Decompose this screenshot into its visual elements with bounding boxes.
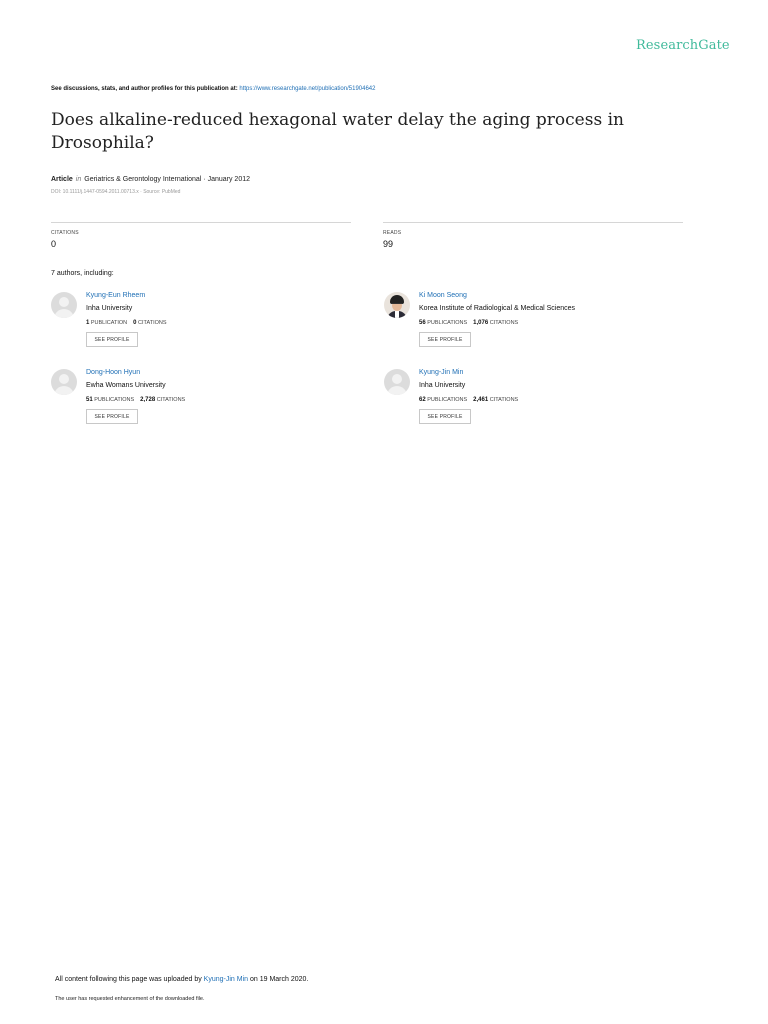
author-counts: 51 PUBLICATIONS 2,728 CITATIONS (86, 397, 186, 403)
discussion-prefix: See discussions, stats, and author profiles for this publication at: (51, 86, 238, 92)
author-institution: Ewha Womans University (86, 382, 166, 389)
enhancement-note: The user has requested enhancement of the downloaded file. (55, 996, 205, 1002)
citations-label: CITATIONS (51, 230, 79, 236)
citations-value: 0 (51, 239, 57, 249)
avatar-placeholder-icon[interactable] (384, 369, 410, 395)
upload-note (55, 976, 308, 983)
uploader-link[interactable]: Kyung-Jin Min (203, 976, 249, 983)
author-institution: Inha University (419, 382, 466, 389)
reads-label: READS (383, 230, 402, 236)
reads-value: 99 (383, 239, 394, 249)
see-profile-button[interactable]: SEE PROFILE (419, 332, 471, 347)
author-counts: 1 PUBLICATION 0 CITATIONS (86, 320, 167, 326)
see-profile-button[interactable]: SEE PROFILE (419, 409, 471, 424)
avatar-placeholder-icon[interactable] (51, 292, 77, 318)
article-type: Article (51, 176, 73, 183)
avatar-placeholder-icon[interactable] (51, 369, 77, 395)
authors-heading: 7 authors, including: (51, 270, 114, 277)
article-meta (51, 176, 250, 183)
author-card (51, 369, 351, 439)
author-counts: 56 PUBLICATIONS 1,076 CITATIONS (419, 320, 519, 326)
publication-link[interactable]: https://www.researchgate.net/publication/51904642 (239, 86, 376, 92)
author-name-link[interactable]: Ki Moon Seong (419, 292, 467, 299)
author-photo[interactable] (384, 292, 410, 318)
author-name-link[interactable]: Kyung-Eun Rheem (86, 292, 146, 299)
researchgate-logo[interactable]: ResearchGate (636, 38, 730, 53)
journal-info: Geriatrics & Gerontology International · January 2012 (84, 176, 251, 183)
in-label: in (75, 176, 82, 183)
upload-suffix: on 19 March 2020. (249, 976, 309, 983)
author-institution: Korea Institute of Radiological & Medical Sciences (419, 305, 576, 312)
author-counts: 62 PUBLICATIONS 2,461 CITATIONS (419, 397, 519, 403)
see-profile-button[interactable]: SEE PROFILE (86, 409, 138, 424)
author-card (384, 369, 684, 439)
paper-title: Does alkaline-reduced hexagonal water delay the aging process in Drosophila? (51, 110, 624, 153)
author-card (51, 292, 351, 362)
author-institution: Inha University (86, 305, 133, 312)
discussion-line (51, 86, 375, 92)
upload-prefix: All content following this page was uploaded by (55, 976, 202, 983)
author-name-link[interactable]: Dong-Hoon Hyun (86, 369, 141, 376)
reads-divider (383, 222, 683, 223)
doi-line: DOI: 10.1111/j.1447-0594.2011.00713.x · Source: PubMed (51, 189, 181, 195)
see-profile-button[interactable]: SEE PROFILE (86, 332, 138, 347)
author-name-link[interactable]: Kyung-Jin Min (419, 369, 464, 376)
author-card (384, 292, 684, 362)
citations-divider (51, 222, 351, 223)
